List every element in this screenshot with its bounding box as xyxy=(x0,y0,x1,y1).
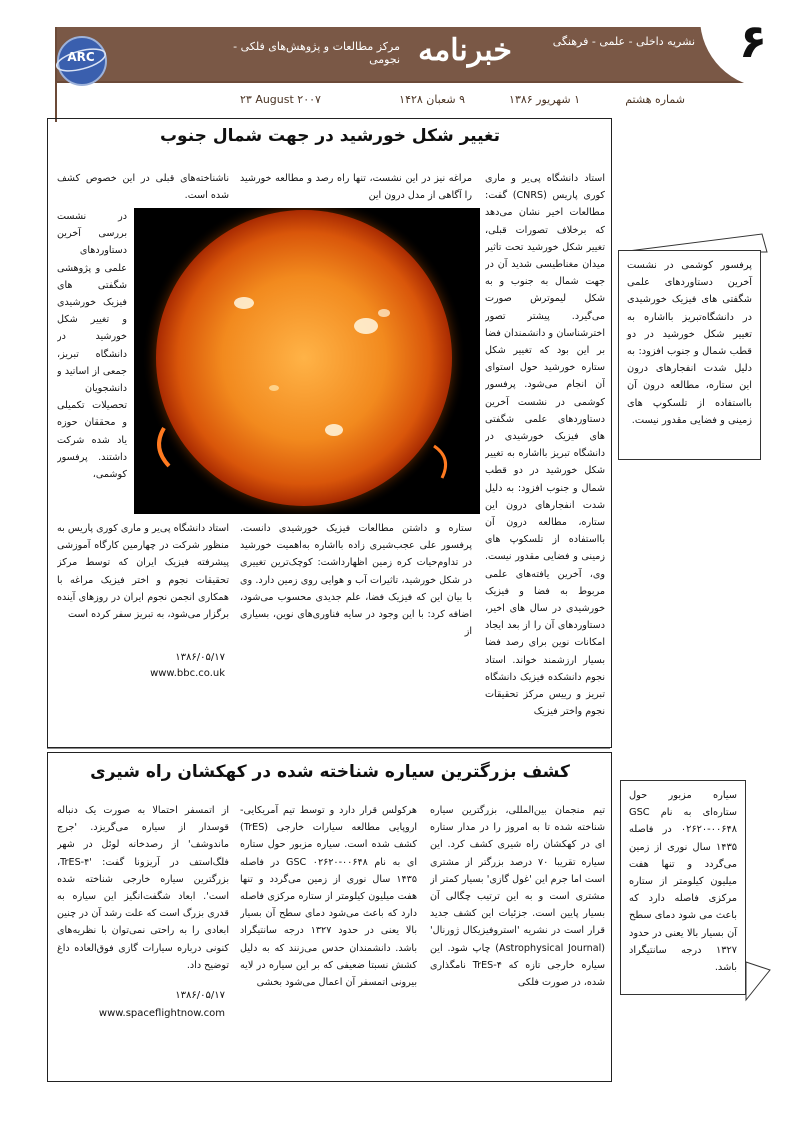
newsletter-description: نشریه داخلی - علمی - فرهنگی xyxy=(552,35,695,48)
sun-image xyxy=(134,208,480,514)
article2-title: کشف بزرگترین سیاره شناخته شده در کهکشان راه شیری xyxy=(90,762,570,782)
center-name: مرکز مطالعات و پژوهش‌های فلکی - نجومی xyxy=(233,40,400,66)
date-gregorian: ۲۳ August ۲۰۰۷ xyxy=(240,93,321,106)
article2-source: www.spaceflightnow.com xyxy=(98,1008,225,1019)
sidebar2-fold xyxy=(744,960,774,1010)
issue-number: شماره هشتم xyxy=(625,93,685,106)
section-divider xyxy=(47,748,610,749)
date-hijri: ۹ شعبان ۱۴۲۸ xyxy=(399,93,465,106)
article1-col-mid-bottom: ستاره و داشتن مطالعات فیزیک خورشیدی دانست. پرفسور علی عجب‌شیری زاده بااشاره به‌اهمیت خورشید در تداوم‌حیات کره زمین اظهارداشت: کوچک‌ترین تغییری در شکل خورشید، تاثیرات آب و هوایی روی زمین دارد. وی با بیان این که فیزیک فضا، علم جدیدی محسوب می‌شود، اضافه کرد: با این وجود در سایه فناوری‌های نوین، بسیاری از xyxy=(240,523,472,638)
article2-col-right: تیم منجمان بین‌المللی، بزرگترین سیاره شناخته شده تا به امروز را در مدار ستاره ای در کهکشان راه شیری کشف کرد. این سیاره تقریبا ۷۰ درصد بزرگتر از مشتری است اما جرم این 'غول گازی' بسیار کمتر از مشتری است و به این ترتیب چگالی آن بسیار پایین است. جزئیات این کشف جدید قرار است در نشریه 'استروفیزیکال ژورنال' (Astrophysical Journal) چاپ شود. این سیاره خارجی تازه که TrES-۴ نامگذاری شده، در صورت فلکی xyxy=(430,805,605,989)
article1-title: تغییر شکل خورشید در جهت شمال جنوب xyxy=(159,126,501,146)
page-number: ۶ xyxy=(738,14,768,68)
article1-col-left-side: در نشست بررسی آخرین دستاوردهای علمی و پژوهشی شگفتی های فیزیک خورشیدی و تغییر شکل خورشید در دانشگاه تبریز، جمعی از اساتید و دانشجویان تحصیلات تکمیلی و محققان حوزه یاد شده شرکت داشتند. پرفسور کوشمی، xyxy=(57,211,127,481)
article1-col-left-bottom: استاد دانشگاه پی‌یر و ماری کوری پاریس به منظور شرکت در چهارمین کارگاه آموزشی پیشرفته فیزیک ایران که توسط مرکز تحقیقات نجوم و اختر فیزیک مراغه با همکاری انجمن نجوم ایران در روزهای آینده برگزار می‌شود، به تبریز سفر کرده است xyxy=(57,523,229,621)
article1-col-mid-top: مراغه نیز در این نشست، تنها راه رصد و مطالعه خورشید را آگاهی از مدل درون این xyxy=(240,173,472,202)
article2-col-left: از اتمسفر احتمالا به صورت یک دنباله قوسدار از سیاره می‌گریزد. 'جرج ماندوشف' از رصدخانه لوئل در شهر فلگ‌استف در آریزونا گفت: 'TrES-۴، بزرگترین سیاره خارجی شناخته شده است'. ابعاد شگفت‌انگیز این سیاره به قدری بزرگ است که علت رشد آن در چنین ابعادی را به راحتی نمی‌توان با نظریه‌های کنونی درباره سیارات گازی فوق‌العاده داغ توضیح داد. xyxy=(57,805,229,971)
article1-date: ۱۳۸۶/۰۵/۱۷ xyxy=(175,652,225,663)
article1-col-left-top: ناشناخته‌های قبلی در این خصوص کشف شده است. xyxy=(57,173,229,202)
article1-sidebar: پرفسور کوشمی در نشست آخرین دستاوردهای علمی شگفتی های فیزیک خورشیدی در دانشگاه‌تبریز بااشاره به تغییر شکل خورشید در دو قطب شمال و جنوب افزود: به دلیل شدت انفجارهای درون این ستاره، مطالعه درون آن بااستفاده از تلسکوپ های زمینی و فضایی مقدور نیست. xyxy=(618,250,761,460)
article2-sidebar: سیاره مزبور حول ستاره‌ای به نام GSC ۰۲۶۲۰-۰۰۶۴۸ در فاصله ۱۴۳۵ سال نوری از زمین می‌گردد و تنها هفت میلیون کیلومتر از ستاره مرکزی فاصله دارد که باعث می شود دمای سطح آن بسیار بالا یعنی در حدود ۱۳۲۷ درجه سانتیگراد باشد. xyxy=(620,780,746,995)
article1-col-right: استاد دانشگاه پی‌یر و ماری کوری پاریس (CNRS) گفت: مطالعات اخیر نشان می‌دهد که برخلاف تصورات قبلی، تغییر شکل خورشید تحت تاثیر میدان مغناطیسی شدید آن در جهت شمال به جنوب و به شکل لیموترش صورت می‌گیرد. پیشتر تصور اخترشناسان و دانشمندان فضا بر این بود که تغییر شکل ستاره خورشید حول استوای آن انجام می‌شود. پرفسور کوشمی در نشست آخرین دستاوردهای علمی شگفتی های فیزیک خورشیدی در دانشگاه تبریز بااشاره به تغییر شکل خورشید در دو قطب شمال و جنوب افزود: به دلیل شدت انفجارهای درون این ستاره، مطالعه درون آن بااستفاده از تلسکوپ های زمینی و فضایی مقدور نیست. وی، آخرین یافته‌های علمی مربوط به فضا و فیزیک خورشیدی در سال های اخیر، دستاوردهای آن را از بعد ایجاد امکانات نوین برای رصد فضا بسیار ارزشمند خواند. استاد نجوم دانشکده فیزیک دانشگاه تبریز و رییس مرکز تحقیقات نجوم واختر فیزیک xyxy=(485,173,605,718)
date-persian: ۱ شهریور ۱۳۸۶ xyxy=(509,93,580,106)
article2-col-mid: هرکولس قرار دارد و توسط تیم آمریکایی-اروپایی مطالعه سیارات خارجی (TrES) کشف شده است. سیاره مزبور حول ستاره ای به نام GSC ۰۲۶۲۰-۰۰۶۴۸ در فاصله ۱۴۳۵ سال نوری از زمین می‌گردد و تنها هفت میلیون کیلومتر از ستاره مرکزی فاصله دارد که باعث می‌شود دمای سطح آن بسیار بالا یعنی در حدود ۱۳۲۷ درجه سانتیگراد باشد. دانشمندان حدس می‌زنند که به دلیل کشش نسبتا ضعیفی که بر این سیاره در لایه بیرونی اتمسفر آن اعمال می‌شود بخشی xyxy=(240,805,417,989)
article1-source: www.bbc.co.uk xyxy=(150,668,225,679)
article2-date: ۱۳۸۶/۰۵/۱۷ xyxy=(175,990,225,1001)
logo-text: ARC xyxy=(67,50,95,64)
masthead-title: خبرنامه xyxy=(418,33,512,68)
